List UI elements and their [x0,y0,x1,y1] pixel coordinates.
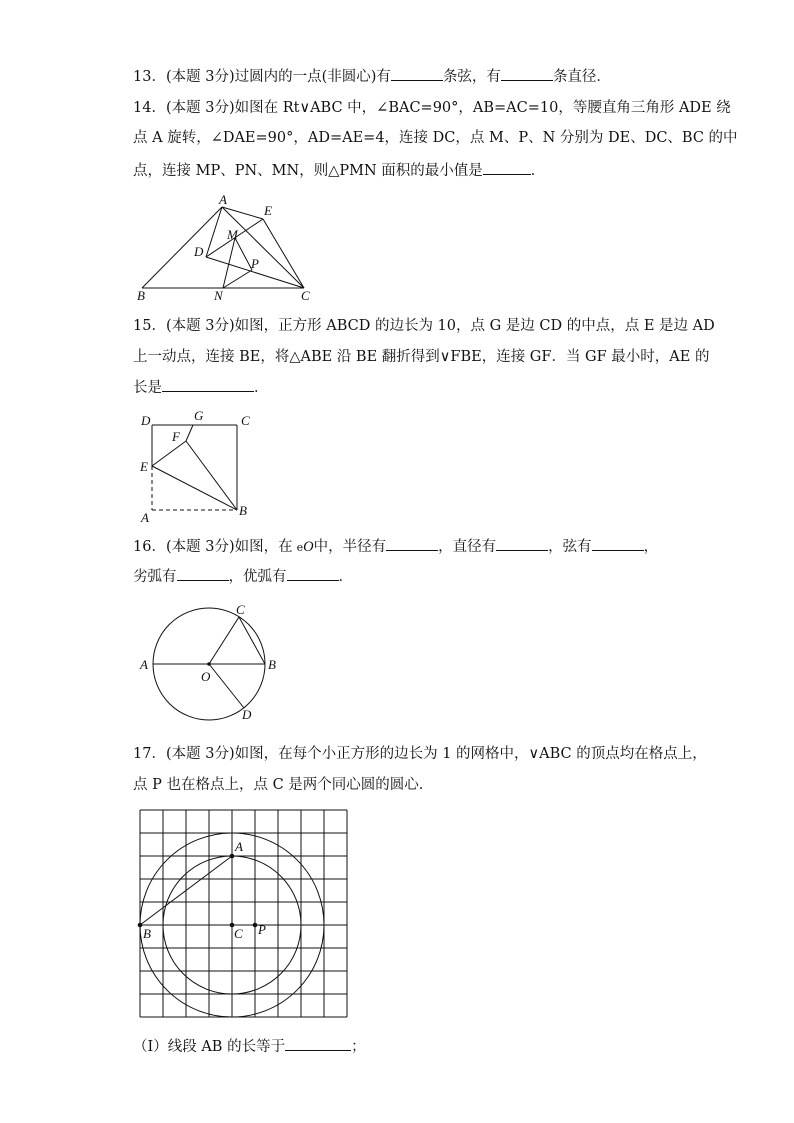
q17-label-A: A [235,839,243,854]
q14-text-line-1: 如图在 Rt∨ABC 中，∠BAC=90°，AB=AC=10，等腰直角三角形 ADE 绕 [234,100,731,116]
q14-score: (本题 3分) [165,100,235,116]
q15-text-line-3: 长是 [133,380,162,396]
q14-text-line-3-end: ． [530,163,546,179]
q16-score: (本题 3分) [165,539,235,555]
q17-label-B: B [143,926,151,941]
q15-label-F: F [172,429,180,444]
q15-label-A: A [141,510,149,525]
q16-line2-c: ． [338,569,353,585]
q16-number: 16． [133,539,166,555]
q14-label-P: P [251,256,259,271]
q15-label-G: G [194,408,204,423]
q15-score: (本题 3分) [165,318,235,334]
q16-label-A: A [140,657,148,672]
q14-label-N: N [214,288,223,303]
q14-label-M: M [227,227,238,242]
q16-circle-name: O [303,539,314,555]
q15-text-line-3-end: ． [254,380,269,396]
q13-text-a: 过圆内的一点(非圆心)有 [234,69,391,85]
q17-text-line-2: 点 P 也在格点上，点 C 是两个同心圆的圆心． [133,777,434,793]
q16-line2-a: 劣弧有 [133,569,177,585]
q16-label-O: O [201,669,211,684]
q16-text-c: ，直径有 [438,539,497,555]
q14-label-A: A [219,192,227,207]
q14-text-line-2: 点 A 旋转，∠DAE=90°，AD=AE=4，连接 DC，点 M、P、N 分别为 DE、DC、BC 的中 [133,130,738,146]
q14-label-C: C [301,288,310,303]
q16-text-d: ，弦有 [548,539,592,555]
q16-label-D: D [242,707,252,722]
q17-number: 17． [133,746,166,762]
q15-text-line-2: 上一动点，连接 BE，将△ABE 沿 BE 翻折得到∨FBE，连接 GF．当 GF 最小时，AE 的 [133,349,710,365]
q16-circle-symbol: e [296,541,304,554]
q17-label-P: P [258,922,266,937]
q16-line2-b: ，优弧有 [228,569,287,585]
q13-score: (本题 3分) [165,69,235,85]
q17-sub1-text: （Ⅰ）线段 AB 的长等于 [133,1039,286,1055]
q15-number: 15． [133,318,166,334]
q14-text-line-3: 点，连接 MP、PN、MN，则△PMN 面积的最小值是 [133,163,483,179]
q17-sub1-blank[interactable] [285,1036,351,1051]
q14-label-B: B [137,288,145,303]
q16-label-C: C [236,602,245,617]
q13-text-c: 条直径． [552,69,611,85]
q14-label-D: D [194,244,204,259]
q14-number: 14． [133,100,166,116]
q15-label-B: B [239,503,247,518]
q17-label-C: C [234,926,243,941]
q13-text-b: 条弦，有 [442,69,501,85]
q16-text-a: 如图，在 [234,539,293,555]
q15-text-line-1: 如图，正方形 ABCD 的边长为 10，点 G 是边 CD 的中点，点 E 是边 AD [234,318,715,334]
q14-label-E: E [264,203,272,218]
q16-text-b: 中，半径有 [313,539,387,555]
q15-label-E: E [140,459,148,474]
q15-label-C: C [241,413,250,428]
q16-text-e: ， [643,539,659,555]
q15-label-D: D [141,413,151,428]
q16-label-B: B [268,657,276,672]
q17-sub1-end: ； [351,1039,366,1055]
q17-sub-1 [133,1036,366,1057]
q17-text-line-1: 如图，在每个小正方形的边长为 1 的网格中，∨ABC 的顶点均在格点上， [234,746,707,762]
q13-number: 13． [133,69,166,85]
q17-score: (本题 3分) [165,746,235,762]
